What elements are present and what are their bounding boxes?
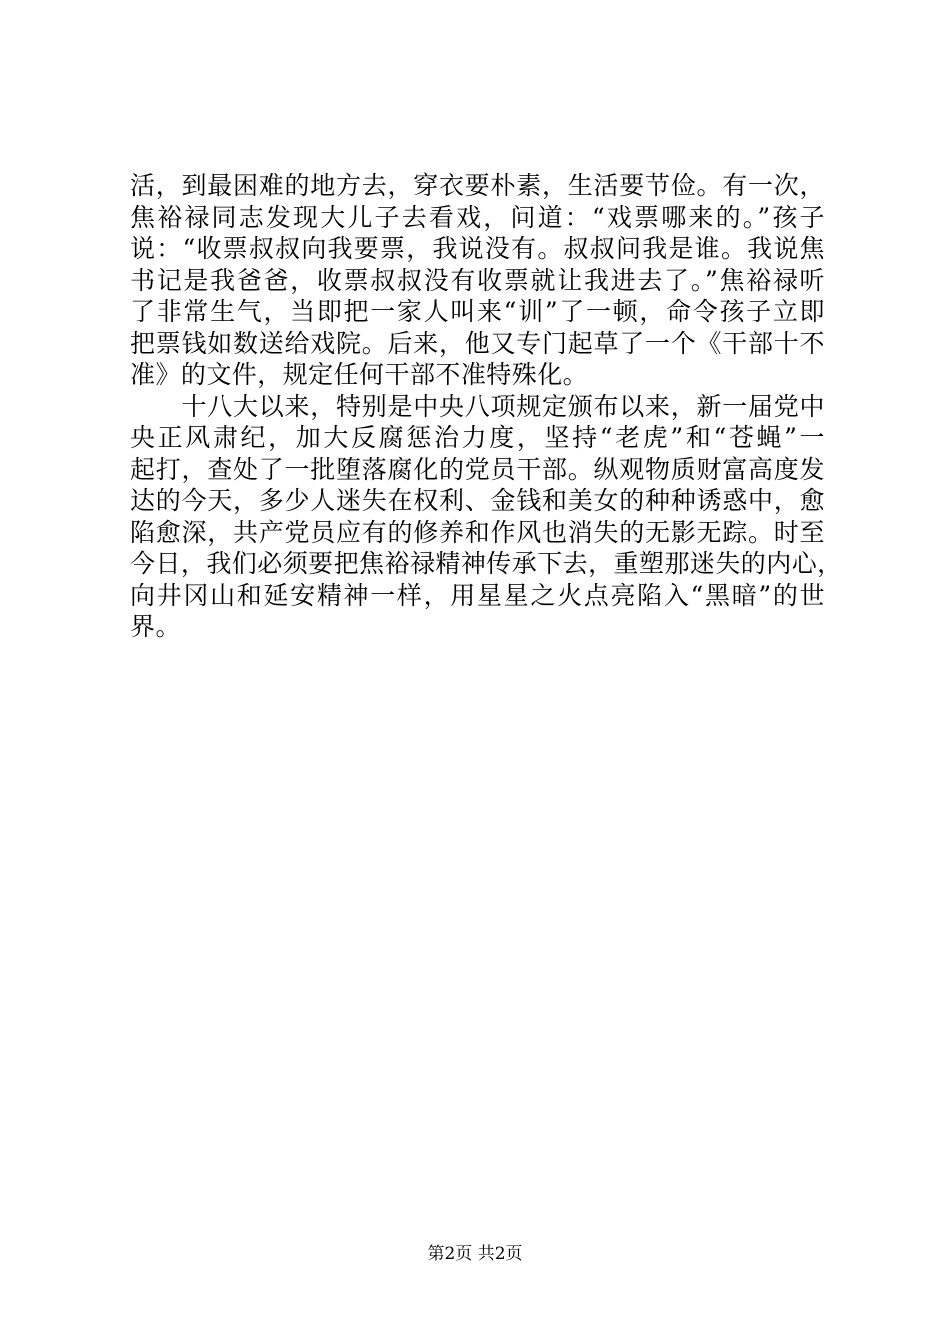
text-line: 把票钱如数送给戏院。后来，他又专门起草了一个《干部十不 [130, 328, 825, 358]
text-line: 活，到最困难的地方去，穿衣要朴素，生活要节俭。有一次， [130, 171, 825, 200]
text-line: 说：“收票叔叔向我要票，我说没有。叔叔问我是谁。我说焦 [130, 234, 825, 263]
text-line: 陷愈深，共产党员应有的修养和作风也消失的无影无踪。时至 [130, 517, 825, 547]
page-footer [0, 1243, 950, 1265]
text-line: 达的今天，多少人迷失在权利、金钱和美女的种种诱惑中，愈 [130, 486, 825, 515]
page-number: 第2页 共2页 [427, 1244, 523, 1264]
document-body [130, 170, 843, 643]
text-line: 今日，我们必须要把焦裕禄精神传承下去，重塑那迷失的内心， [130, 549, 843, 578]
text-line: 向井冈山和延安精神一样，用星星之火点亮陷入“黑暗”的世 [130, 580, 825, 610]
text-line: 界。 [130, 612, 181, 641]
text-line: 准》的文件，规定任何干部不准特殊化。 [130, 360, 589, 389]
text-line: 了非常生气，当即把一家人叫来“训”了一顿，命令孩子立即 [130, 297, 825, 326]
text-line: 焦裕禄同志发现大儿子去看戏，问道：“戏票哪来的。”孩子 [130, 202, 825, 232]
text-line: 央正风肃纪，加大反腐惩治力度，坚持“老虎”和“苍蝇”一 [130, 423, 825, 452]
text-line: 书记是我爸爸，收票叔叔没有收票就让我进去了。”焦裕禄听 [130, 265, 825, 295]
text-line: 起打，查处了一批堕落腐化的党员干部。纵观物质财富高度发 [130, 454, 825, 484]
text-line: 十八大以来，特别是中央八项规定颁布以来，新一届党中 [130, 391, 825, 421]
